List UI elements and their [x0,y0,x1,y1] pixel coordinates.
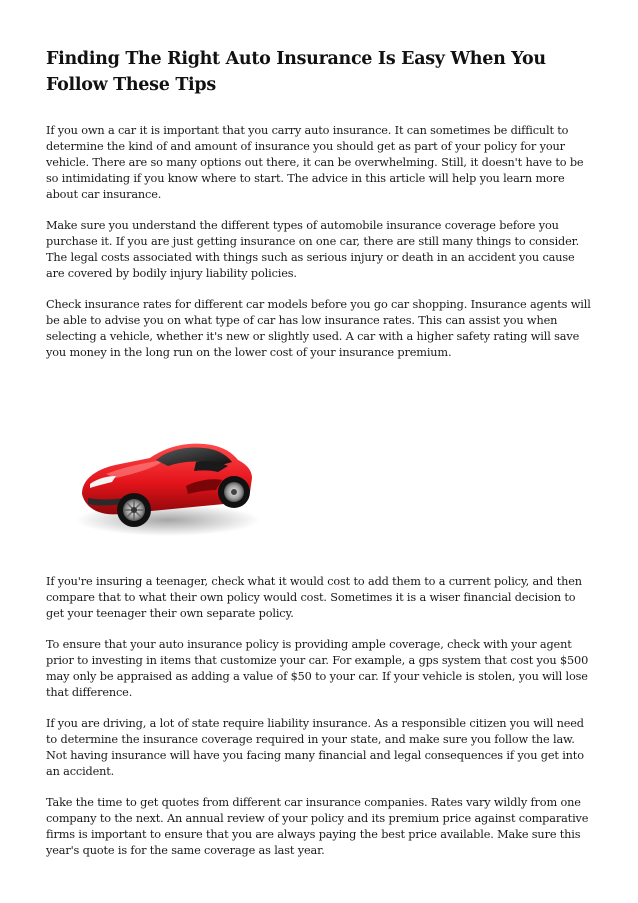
paragraph-teenager: If you're insuring a teenager, check what it would cost to add them to a current policy, and then compare that to what their own policy would cost. Sometimes it is a wiser financial decision to get your teenager their own separate policy. [46,575,582,620]
paragraph-liability: If you are driving, a lot of state require liability insurance. As a responsible citizen you will need to determine the insurance coverage required in your state, and make sure you follow the law. Not having insurance will have you facing many financial and legal consequences if you get into an accident. [46,717,584,778]
paragraph-compare-models: Check insurance rates for different car models before you go car shopping. Insurance agents will be able to advise you on what type of car has low insurance rates. This can assist you when selecting a vehicle, whether it's new or slightly used. A car with a higher safety rating will save you money in the long run on the lower cost of your insurance premium. [46,298,591,359]
red-sports-car-image [46,374,279,563]
article-title: Finding The Right Auto Insurance Is Easy When You Follow These Tips [46,49,546,95]
paragraph-intro: If you own a car it is important that you carry auto insurance. It can sometimes be difficult to determine the kind of and amount of insurance you should get as part of your policy for your vehicle. There are so many options out there, it can be overwhelming. Still, it doesn't have to be so intimidating if you know where to start. The advice in this article will help you learn more about car insurance. [46,124,584,201]
paragraph-customization: To ensure that your auto insurance policy is providing ample coverage, check with your agent prior to investing in items that customize your car. For example, a gps system that cost you $500 may only be appraised as adding a value of $50 to your car. If your vehicle is stolen, you will lose that difference. [46,638,589,699]
paragraph-coverage-types: Make sure you understand the different types of automobile insurance coverage before you purchase it. If you are just getting insurance on one car, there are still many things to consider. The legal costs associated with things such as serious injury or death in an accident you cause are covered by bodily injury liability policies. [46,219,580,280]
paragraph-quotes: Take the time to get quotes from different car insurance companies. Rates vary wildly from one company to the next. An annual review of your policy and its premium price against comparative firms is important to ensure that you are always paying the best price available. Make sure this year's quote is for the same coverage as last year. [46,796,589,857]
car-illustration [46,374,279,563]
document-page [46,46,594,859]
